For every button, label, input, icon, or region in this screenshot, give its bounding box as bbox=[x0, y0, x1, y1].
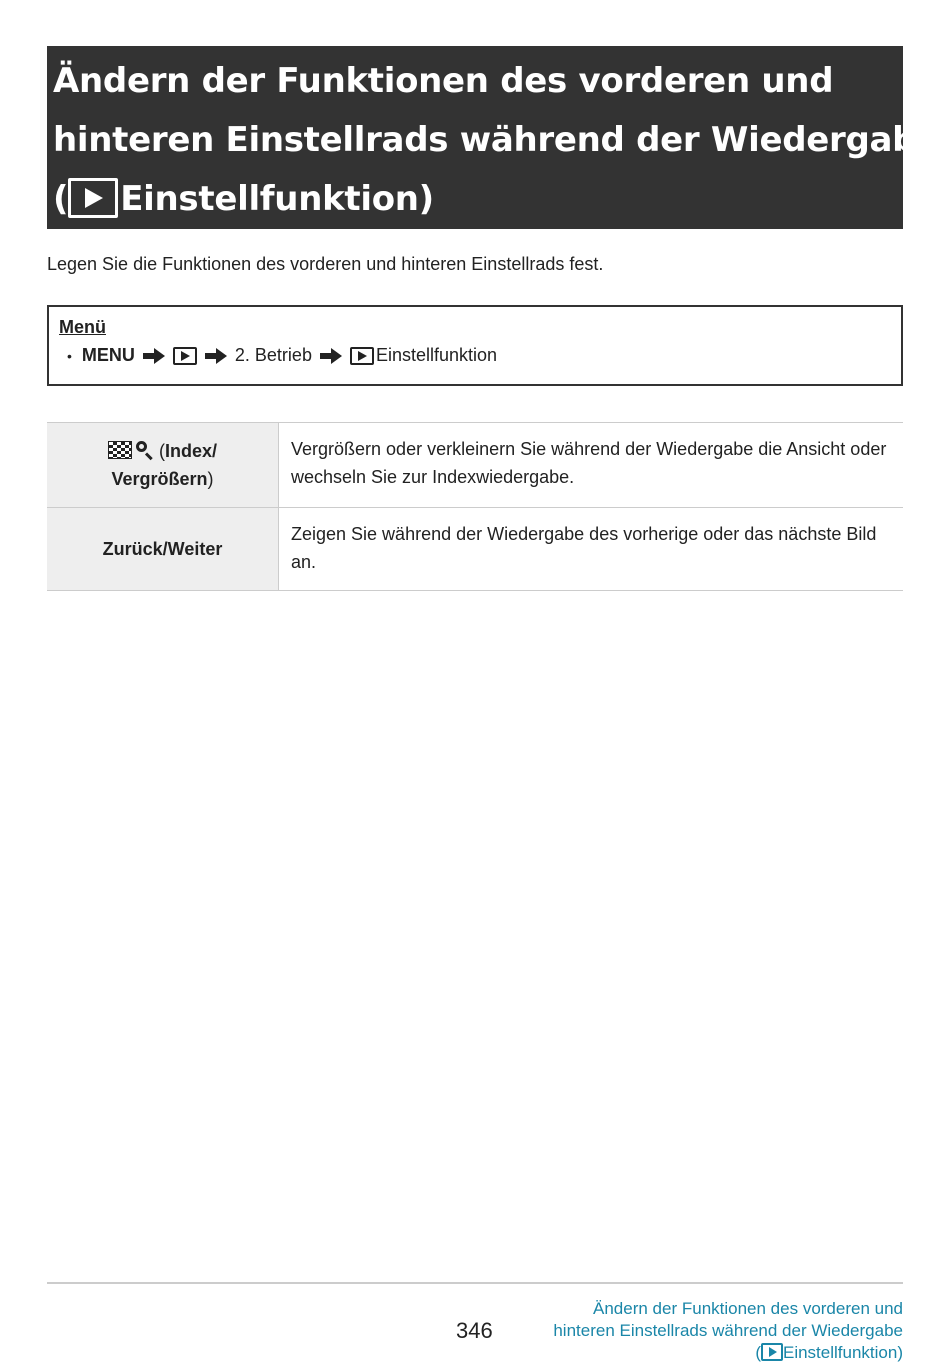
page-number: 346 bbox=[456, 1318, 493, 1343]
menu-step-betrieb: 2. Betrieb bbox=[234, 345, 312, 365]
arrow-right-icon bbox=[143, 349, 165, 363]
page-title bbox=[47, 46, 939, 229]
label-index: Index/ bbox=[165, 441, 218, 461]
magnify-icon bbox=[136, 441, 154, 459]
section-link-line-3[interactable] bbox=[553, 1342, 903, 1364]
table-row-label: Zurück/Weiter bbox=[47, 508, 279, 590]
table-row bbox=[47, 508, 903, 591]
settings-table bbox=[47, 422, 903, 591]
footer-einstellfunktion[interactable]: Einstellfunktion) bbox=[782, 1343, 903, 1362]
menu-step-einstellfunktion bbox=[350, 345, 497, 366]
table-row-label bbox=[47, 423, 279, 507]
playback-icon bbox=[68, 178, 118, 218]
title-paren: ( bbox=[53, 179, 69, 219]
playback-icon bbox=[761, 1343, 783, 1361]
label-paren-open: ( bbox=[159, 441, 165, 461]
intro-text: Legen Sie die Funktionen des vorderen und hinteren Einstellrads fest. bbox=[47, 254, 604, 274]
menu-path bbox=[67, 345, 891, 366]
menu-heading: Menü bbox=[59, 317, 106, 337]
table-row bbox=[47, 423, 903, 508]
label-vergroessern: Vergrößern bbox=[111, 469, 208, 489]
menu-step-einstellfunktion-label: Einstellfunktion bbox=[375, 345, 498, 365]
arrow-right-icon bbox=[205, 349, 227, 363]
title-einstellfunktion: Einstellfunktion) bbox=[120, 179, 434, 219]
title-line-3 bbox=[53, 170, 895, 229]
title-line-1: Ändern der Funktionen des vorderen und bbox=[53, 61, 834, 101]
menu-box bbox=[47, 305, 903, 386]
table-row-description: Zeigen Sie während der Wiedergabe des vorherige oder das nächste Bild an. bbox=[291, 524, 877, 572]
title-line-2: hinteren Einstellrads während der Wiedergabe bbox=[53, 120, 939, 160]
playback-icon bbox=[350, 347, 374, 365]
playback-icon bbox=[173, 347, 197, 365]
footer-paren: ( bbox=[755, 1343, 761, 1362]
table-row-description: Vergrößern oder verkleinern Sie während der Wiedergabe die Ansicht oder wechseln Sie zur Indexwiedergabe. bbox=[291, 439, 887, 487]
footer-divider bbox=[47, 1282, 903, 1284]
label-paren-close: ) bbox=[207, 469, 214, 489]
section-link-line-1[interactable]: Ändern der Funktionen des vorderen und bbox=[593, 1299, 903, 1318]
index-icon bbox=[108, 441, 132, 459]
arrow-right-icon bbox=[320, 349, 342, 363]
bullet: • bbox=[67, 347, 72, 364]
section-link[interactable] bbox=[553, 1298, 903, 1364]
section-link-line-2[interactable]: hinteren Einstellrads während der Wiedergabe bbox=[553, 1321, 903, 1340]
menu-label: MENU bbox=[81, 345, 135, 365]
